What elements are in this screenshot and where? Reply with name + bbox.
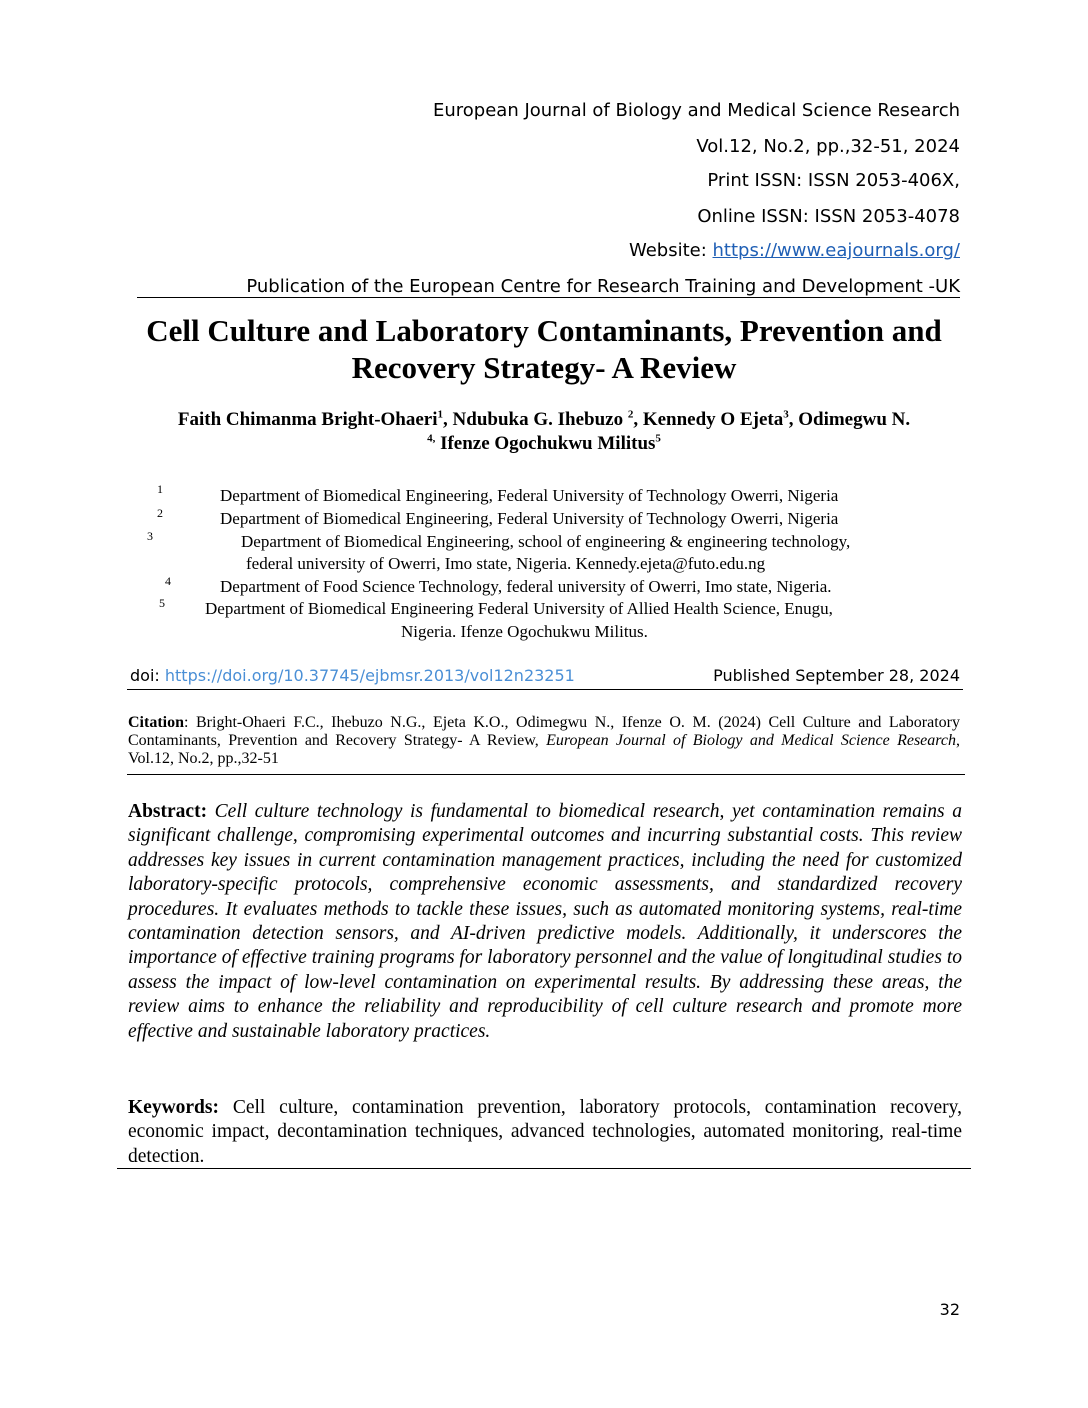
affiliation-4: Department of Food Science Technology, federal university of Owerri, Imo state, Nigeria. bbox=[220, 577, 832, 596]
citation-journal: European Journal of Biology and Medical Science Research bbox=[546, 732, 957, 749]
keywords bbox=[128, 1096, 962, 1169]
abstract bbox=[128, 800, 962, 1044]
author-line-2 bbox=[100, 432, 988, 456]
citation-volume: , Vol.12, No.2, pp.,32-51 bbox=[128, 732, 961, 767]
doi-rule bbox=[127, 689, 963, 690]
keywords-label: Keywords: bbox=[128, 1097, 219, 1118]
affiliation-2-number: 2 bbox=[157, 506, 163, 520]
title-line-1: Cell Culture and Laboratory Contaminants, Prevention and bbox=[146, 313, 942, 348]
doi-label: doi: bbox=[130, 666, 165, 685]
paper-title bbox=[100, 312, 988, 386]
author-line-1 bbox=[100, 408, 988, 432]
website-link[interactable]: https://www.eajournals.org/ bbox=[712, 240, 960, 261]
online-issn: Online ISSN: ISSN 2053-4078 bbox=[697, 206, 960, 227]
author-3: , Kennedy O Ejeta bbox=[633, 409, 784, 430]
affiliation-5-line-1: Department of Biomedical Engineering Federal University of Allied Health Science, Enugu, bbox=[205, 599, 833, 618]
affiliation-2: Department of Biomedical Engineering, Federal University of Technology Owerri, Nigeria bbox=[220, 509, 839, 528]
citation bbox=[128, 714, 960, 768]
publisher-line: Publication of the European Centre for Research Training and Development -UK bbox=[246, 276, 960, 297]
author-list bbox=[100, 408, 988, 456]
header-rule bbox=[137, 297, 960, 298]
author-4-sup: 4, bbox=[427, 432, 436, 445]
abstract-text: Cell culture technology is fundamental to biomedical research, yet contamination remains a significant challenge, compromising experimental outcomes and incurring substantial costs. This review addresses key issues in current contamination management practices, including the need for customized laboratory-specific protocols, comprehensive economic assessments, and standardized recovery procedures. It evaluates methods to tackle these issues, such as automated monitoring systems, real-time contamination detection sensors, and AI-driven predictive models. Additionally, it underscores the importance of effective training programs for laboratory personnel and the value of longitudinal studies to assess the impact of low-level contamination on experimental results. By addressing these areas, the review aims to enhance the reliability and reproducibility of cell culture research and promote more effective and sustainable laboratory practices. bbox=[128, 801, 962, 1042]
affiliation-3-line-2: federal university of Owerri, Imo state, Nigeria. Kennedy.ejeta@futo.edu.ng bbox=[246, 554, 766, 573]
author-2: , Ndubuka G. Ihebuzo bbox=[443, 409, 628, 430]
doi-link[interactable]: https://doi.org/10.37745/ejbmsr.2013/vol12n23251 bbox=[164, 666, 575, 685]
affiliation-1-number: 1 bbox=[157, 482, 163, 496]
author-5: Ifenze Ogochukwu Militus bbox=[435, 433, 656, 454]
author-2-sup: 2 bbox=[627, 408, 634, 421]
affiliation-3-line-1: Department of Biomedical Engineering, school of engineering & engineering technology, bbox=[241, 532, 851, 551]
keywords-text: Cell culture, contamination prevention, laboratory protocols, contamination recovery, economic impact, decontamination techniques, advanced technologies, automated monitoring, real-time detection. bbox=[128, 1097, 962, 1167]
affiliation-1: Department of Biomedical Engineering, Federal University of Technology Owerri, Nigeria bbox=[220, 486, 839, 505]
affiliation-4-number: 4 bbox=[165, 574, 171, 588]
author-5-sup: 5 bbox=[655, 432, 661, 445]
published-date: Published September 28, 2024 bbox=[713, 666, 960, 685]
citation-rule bbox=[127, 774, 965, 775]
website-label: Website: bbox=[628, 240, 713, 261]
print-issn: Print ISSN: ISSN 2053-406X, bbox=[707, 170, 960, 191]
title-line-2: Recovery Strategy- A Review bbox=[351, 350, 737, 385]
author-1-sup: 1 bbox=[437, 408, 444, 421]
citation-label: Citation bbox=[128, 714, 184, 731]
affiliation-3-number: 3 bbox=[147, 529, 153, 543]
affiliation-5-line-2: Nigeria. Ifenze Ogochukwu Militus. bbox=[401, 622, 648, 641]
journal-name: European Journal of Biology and Medical Science Research bbox=[432, 100, 960, 121]
doi-row bbox=[130, 665, 960, 687]
author-4: , Odimegwu N. bbox=[788, 409, 911, 430]
author-3-sup: 3 bbox=[783, 408, 789, 421]
page-number: 32 bbox=[939, 1300, 960, 1319]
keywords-rule bbox=[117, 1168, 971, 1169]
volume-info: Vol.12, No.2, pp.,32-51, 2024 bbox=[696, 136, 960, 157]
affiliation-5-number: 5 bbox=[159, 596, 165, 610]
citation-text: : Bright-Ohaeri F.C., Ihebuzo N.G., Ejeta K.O., Odimegwu N., Ifenze O. M. (2024) Cell Culture and Laboratory Contaminants, Prevention and Recovery Strategy- A Review, bbox=[128, 714, 960, 749]
abstract-label: Abstract: bbox=[128, 801, 208, 822]
author-1: Faith Chimanma Bright-Ohaeri bbox=[177, 409, 438, 430]
website bbox=[629, 241, 960, 261]
